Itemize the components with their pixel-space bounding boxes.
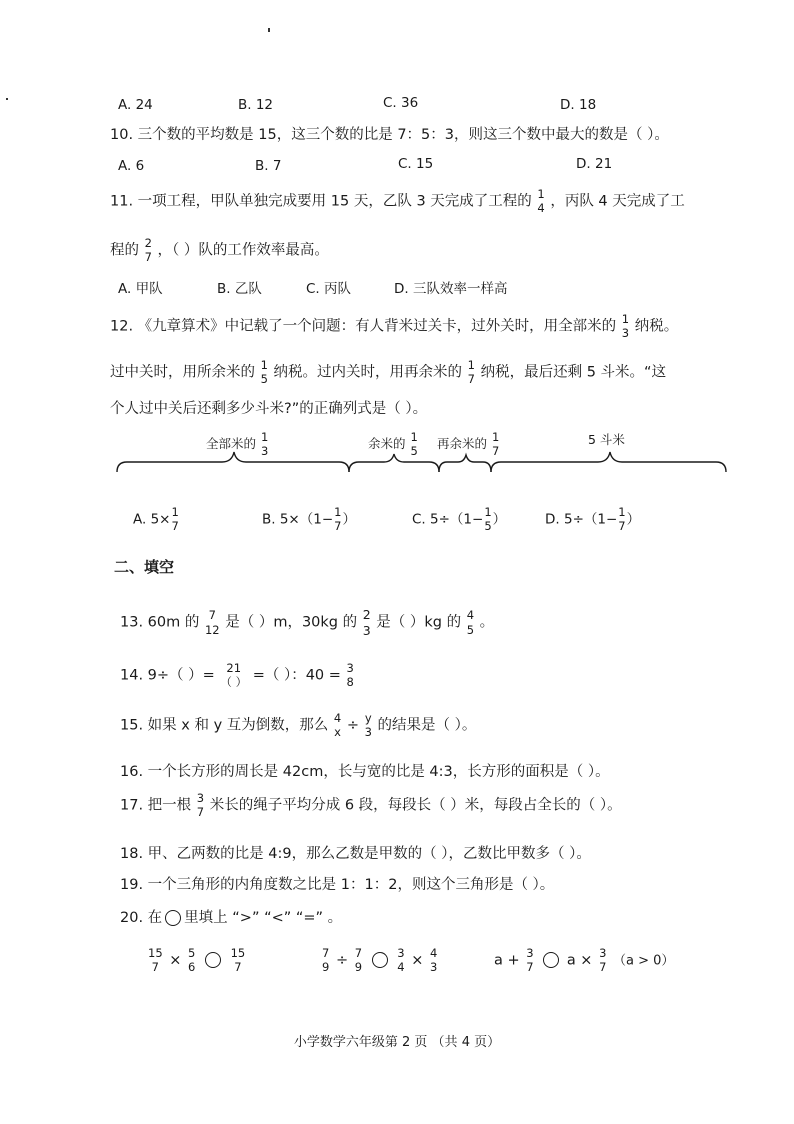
q20-text-2: 里填上 “>” “<” “=” 。 — [184, 910, 343, 926]
q17-fraction-1 — [197, 791, 204, 820]
numerator: 7 — [354, 946, 363, 960]
q12-text-3: 过中关时，用所余米的 — [110, 364, 255, 381]
q15-text-1: 15. 如果 x 和 y 互为倒数，那么 — [120, 717, 329, 734]
denominator: 6 — [188, 960, 196, 975]
q13 — [120, 607, 494, 638]
option-suffix: ） — [492, 511, 507, 528]
q9-option-a: A. 24 — [118, 97, 153, 113]
numerator: 1 — [484, 505, 492, 519]
operator: × — [411, 952, 424, 969]
denominator: 7 — [171, 519, 179, 534]
denominator: 7 — [196, 805, 205, 820]
option-suffix: ） — [342, 511, 356, 528]
q12-option-b — [262, 505, 356, 534]
q9-option-d: D. 18 — [560, 97, 597, 113]
option-text: B. 5×（1− — [262, 511, 334, 528]
numerator: 1 — [334, 505, 342, 519]
q20-e1-fraction-2 — [187, 946, 196, 975]
option-fraction — [334, 505, 341, 534]
brace-segment-1 — [117, 452, 349, 472]
q10-option-d: D. 21 — [576, 156, 613, 172]
q20-e2-fraction-1 — [321, 946, 330, 975]
q14 — [120, 661, 355, 690]
q17-text-1: 17. 把一根 — [120, 797, 192, 814]
denominator: （ ） — [220, 675, 248, 690]
option-suffix: ） — [626, 511, 641, 528]
expression-text: a × — [566, 952, 593, 969]
numerator: 1 — [618, 505, 626, 519]
q11-option-a: A. 甲队 — [118, 281, 163, 297]
denominator: 7 — [334, 519, 342, 534]
q14-fraction-1 — [220, 661, 247, 690]
numerator: 5 — [188, 946, 196, 960]
denominator: 7 — [492, 444, 500, 459]
operator: × — [169, 952, 182, 969]
denominator: 5 — [466, 622, 475, 637]
q20-text-1: 20. 在 — [120, 910, 163, 926]
brace-segment-3 — [439, 455, 491, 472]
q11-text-2: ，丙队 4 天完成了工 — [550, 193, 685, 210]
q15-fraction-2 — [365, 711, 372, 740]
denominator: 7 — [618, 519, 626, 534]
compare-circle-icon[interactable] — [205, 952, 221, 968]
option-fraction — [618, 505, 625, 534]
label-text: 余米的 — [368, 435, 406, 451]
operator: ÷ — [335, 952, 349, 969]
q20-e1-fraction-1 — [147, 946, 164, 975]
option-fraction — [171, 505, 178, 534]
denominator: 7 — [467, 372, 475, 387]
option-fraction — [484, 505, 491, 534]
q13-text-2: 是（ ）m，30kg 的 — [225, 614, 358, 631]
denominator: 3 — [429, 960, 438, 975]
denominator: 4 — [537, 201, 545, 216]
q12-option-d — [545, 505, 640, 534]
numerator: 3 — [346, 661, 354, 675]
q14-fraction-2 — [347, 661, 354, 690]
q13-text-1: 13. 60m 的 — [120, 614, 200, 631]
label-text: 再余米的 — [437, 435, 488, 451]
numerator: 2 — [362, 607, 371, 622]
q12-text-5: 纳税，最后还剩 5 斗米。“这 — [480, 364, 667, 381]
q17 — [120, 791, 622, 820]
q20-e2-fraction-3 — [396, 946, 405, 975]
denominator: 3 — [621, 326, 630, 341]
q20-e2-fraction-4 — [429, 946, 438, 975]
numerator: 1 — [410, 430, 418, 444]
q12-text-4: 纳税。过内关时，用再余米的 — [273, 364, 463, 381]
numerator: 4 — [333, 711, 342, 725]
q13-text-4: 。 — [479, 614, 495, 631]
q14-text-1: 14. 9÷（ ）= — [120, 667, 215, 684]
brace-segment-4 — [491, 452, 726, 472]
compare-circle-icon[interactable] — [543, 952, 559, 968]
numerator: 1 — [537, 187, 545, 201]
denominator: 7 — [599, 960, 607, 975]
denominator: 3 — [364, 725, 372, 740]
q18: 18. 甲、乙两数的比是 4:9，那么乙数是甲数的（ ），乙数比甲数多（ ）。 — [120, 846, 591, 862]
q9-option-c: C. 36 — [383, 95, 419, 111]
q10-option-a: A. 6 — [118, 158, 145, 174]
q15-fraction-1 — [334, 711, 341, 740]
option-text: D. 5÷（1− — [545, 511, 618, 528]
numerator: 3 — [526, 946, 534, 960]
label-text: 全部米的 — [206, 435, 257, 451]
blank-circle-icon — [165, 910, 181, 926]
numerator: 1 — [260, 358, 268, 372]
q12-text-1: 12. 《九章算术》中记载了一个问题：有人背米过关卡，过外关时，用全部米的 — [110, 318, 617, 335]
numerator: 7 — [322, 946, 330, 960]
q20-e2-fraction-2 — [354, 946, 363, 975]
denominator: 5 — [410, 444, 418, 459]
numerator: 1 — [467, 358, 475, 372]
q12-text-6: 个人过中关后还剩多少斗米?”的正确列式是（ ）。 — [110, 401, 428, 417]
section-title-fill-in: 二、填空 — [114, 558, 175, 576]
denominator: 8 — [346, 675, 354, 690]
q20-expression-3 — [494, 946, 674, 975]
q20-e1-fraction-3 — [230, 946, 247, 975]
numerator: 15 — [148, 946, 163, 960]
denominator: 7 — [526, 960, 534, 975]
q13-text-3: 是（ ）kg 的 — [376, 614, 462, 631]
q11-text-4: ，（ ）队的工作效率最高。 — [157, 242, 329, 259]
q20-expression-1 — [146, 946, 247, 975]
q10-text: 10. 三个数的平均数是 15，这三个数的比是 7：5：3，则这三个数中最大的数是（ ）。 — [110, 127, 669, 143]
q11-option-c: C. 丙队 — [306, 281, 352, 297]
q9-option-b: B. 12 — [238, 97, 274, 113]
q20-e3-fraction-1 — [525, 946, 534, 975]
page-footer: 小学数学六年级第 2 页 （共 4 页） — [293, 1035, 501, 1050]
expression-text: a + — [494, 952, 520, 969]
q16: 16. 一个长方形的周长是 42cm，长与宽的比是 4:3，长方形的面积是（ ）。 — [120, 764, 610, 780]
q17-text-2: 米长的绳子平均分成 6 段，每段长（ ）米，每段占全长的（ ）。 — [209, 797, 622, 814]
denominator: 4 — [397, 960, 405, 975]
q14-text-2: =（ ）：40 = — [252, 667, 341, 684]
numerator: 3 — [196, 791, 205, 805]
denominator: 3 — [362, 622, 371, 638]
denominator: 5 — [260, 372, 268, 387]
numerator: 15 — [230, 946, 246, 960]
numerator: 21 — [226, 661, 242, 675]
numerator: 2 — [144, 236, 152, 250]
q10-option-c: C. 15 — [398, 156, 434, 172]
q11-text-3: 程的 — [110, 242, 139, 259]
q13-fraction-2 — [363, 607, 371, 638]
q11-option-b: B. 乙队 — [217, 281, 262, 297]
q20-title — [120, 910, 342, 926]
option-text: C. 5÷（1− — [412, 511, 484, 528]
expression-condition: （a > 0） — [613, 953, 675, 969]
numerator: 1 — [261, 430, 269, 444]
q15-text-3: 的结果是（ ）。 — [377, 717, 477, 734]
denominator: 7 — [151, 960, 159, 975]
q11-text-1: 11. 一项工程，甲队单独完成要用 15 天，乙队 3 天完成了工程的 — [110, 193, 532, 210]
denominator: 7 — [144, 250, 152, 265]
denominator: 9 — [322, 960, 330, 975]
numerator: 4 — [466, 608, 475, 623]
numerator: 7 — [208, 608, 216, 623]
q13-fraction-1 — [205, 608, 220, 637]
numerator: 1 — [621, 312, 630, 326]
q10-option-b: B. 7 — [255, 158, 282, 174]
denominator: 7 — [234, 960, 242, 975]
diagram-label-five-dou: 5 斗米 — [588, 432, 625, 447]
brace-segment-2 — [349, 454, 439, 472]
denominator: x — [334, 725, 341, 740]
option-text: A. 5× — [133, 511, 171, 528]
q12-option-a — [133, 505, 180, 534]
denominator: 9 — [354, 960, 363, 975]
numerator: 1 — [492, 430, 500, 444]
numerator: y — [364, 711, 372, 725]
numerator: 3 — [599, 946, 607, 960]
numerator: 3 — [397, 946, 405, 960]
compare-circle-icon[interactable] — [372, 952, 388, 968]
numerator: 1 — [171, 505, 179, 519]
q11-option-d: D. 三队效率一样高 — [394, 281, 508, 297]
q12-text-2: 纳税。 — [634, 318, 679, 335]
q15 — [120, 711, 476, 740]
denominator: 5 — [484, 519, 492, 534]
q20-expression-2 — [320, 946, 439, 975]
q15-divide: ÷ — [346, 717, 359, 734]
numerator: 4 — [429, 946, 438, 960]
q19: 19. 一个三角形的内角度数之比是 1：1：2，则这个三角形是（ ）。 — [120, 877, 555, 893]
q20-e3-fraction-2 — [598, 946, 607, 975]
denominator: 12 — [204, 622, 220, 637]
q12-option-c — [412, 505, 506, 534]
denominator: 3 — [261, 444, 269, 459]
q13-fraction-3 — [467, 608, 474, 637]
